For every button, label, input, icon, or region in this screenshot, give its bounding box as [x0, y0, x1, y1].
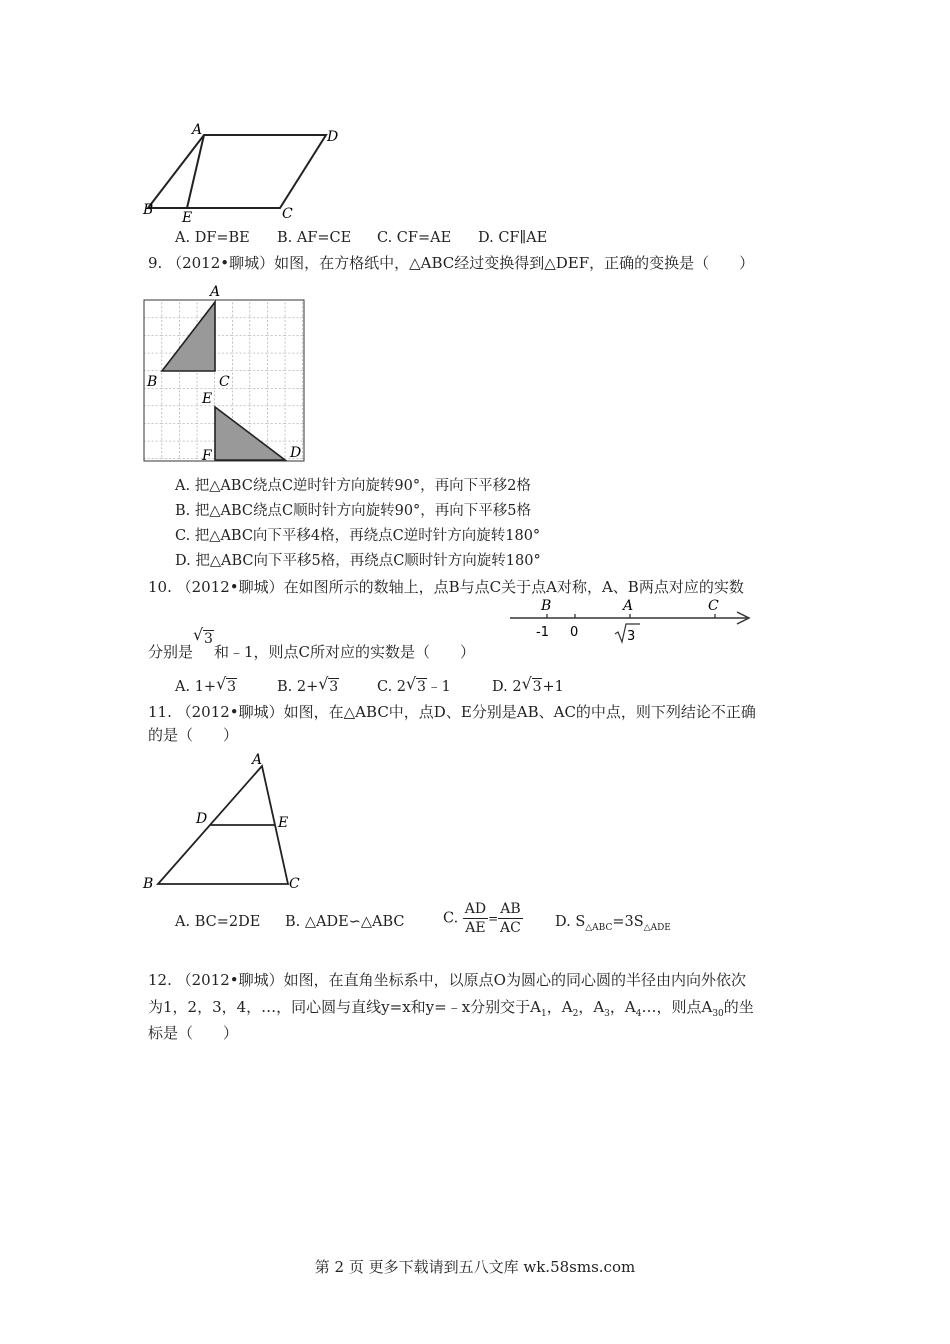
q11-opt-d-sub2: △ADE — [643, 922, 671, 933]
q9-label-c: C — [219, 374, 230, 390]
q9-stem: 9. （2012•聊城）如图，在方格纸中，△ABC经过变换得到△DEF，正确的变换是（ ） — [148, 254, 755, 272]
q12-l2-s2: 2 — [572, 1009, 579, 1019]
q12-l2-c4: …，则点A — [641, 998, 713, 1016]
q8-option-b: B. AF=CE — [277, 230, 352, 246]
q11-label-e: E — [278, 815, 289, 831]
q9-label-b: B — [147, 374, 158, 390]
q12-line2 — [148, 997, 754, 1024]
q12-l2-pre: 为1，2，3，4，…，同心圆与直线y=x和y=﹣x分别交于A — [148, 998, 542, 1016]
q10-opt-a-sqrt: √ 3 — [216, 674, 236, 695]
q10-option-c — [377, 674, 451, 697]
q12-line1: 12. （2012•聊城）如图，在直角坐标系中，以原点O为圆心的同心圆的半径由内向外依次 — [148, 971, 746, 989]
q12-l2-c1: ，A — [546, 998, 573, 1016]
q12-l2-s4: 4 — [635, 1009, 642, 1019]
q10-opt-a-rad: 3 — [227, 679, 236, 695]
q10-tick-neg1: -1 — [536, 625, 549, 640]
q10-opt-d-sqrt: √ 3 — [521, 674, 542, 695]
q9-label-d: D — [290, 445, 302, 461]
q11-opt-d-pre: D. S — [555, 914, 586, 930]
q10-sqrt: √ 3 — [193, 625, 213, 647]
q10-opt-c-label: C. 2 — [377, 679, 407, 695]
q11-opt-c-num2: AB — [500, 901, 521, 917]
q11-opt-c-label: C. — [443, 910, 459, 927]
q10-opt-b-rad: 3 — [329, 679, 339, 695]
q12-l2-s3: 3 — [604, 1009, 610, 1019]
q10-label-a: A — [623, 598, 634, 614]
q9-label-f: F — [202, 448, 212, 464]
q8-label-e: E — [182, 210, 193, 226]
q12-l2-s30: 30 — [712, 1009, 724, 1019]
q9-grid-figure — [140, 282, 315, 464]
q9-option-b: B. 把△ABC绕点C顺时针方向旋转90°，再向下平移5格 — [175, 503, 532, 519]
q10-sqrt-radicand: 3 — [204, 631, 213, 647]
q9-option-c: C. 把△ABC向下平移4格，再绕点C逆时针方向旋转180° — [175, 528, 541, 544]
q11-opt-d-mid: =3S — [612, 914, 644, 930]
q8-label-a: A — [192, 122, 203, 138]
q8-option-c: C. CF=AE — [377, 230, 452, 246]
q10-tick-sqrt3: 3 — [627, 629, 636, 644]
q8-option-a: A. DF=BE — [175, 230, 250, 246]
q11-triangle-figure — [140, 748, 315, 893]
q10-stem-post: 和﹣1，则点C所对应的实数是（ ） — [213, 643, 475, 661]
q10-opt-b-label: B. 2+ — [277, 679, 319, 695]
q10-opt-b-sqrt: √ 3 — [318, 674, 339, 695]
q10-stem-line1: 10. （2012•聊城）在如图所示的数轴上，点B与点C关于点A对称，A、B两点对应的实数 — [148, 578, 744, 596]
q10-option-b — [277, 674, 339, 697]
q11-option-d — [555, 912, 671, 938]
q10-label-b: B — [541, 598, 552, 614]
q10-tick-0: 0 — [570, 625, 579, 640]
q11-opt-c-den1: AE — [465, 920, 486, 936]
q11-stem-line1: 11. （2012•聊城）如图，在△ABC中，点D、E分别是AB、AC的中点，则下列结论不正确 — [148, 703, 756, 721]
q10-opt-d-label: D. 2 — [492, 679, 522, 695]
q12-line3: 标是（ ） — [148, 1024, 239, 1042]
page-footer: 第 2 页 更多下载请到五八文库 wk.58sms.com — [314, 1258, 636, 1276]
q9-option-a: A. 把△ABC绕点C逆时针方向旋转90°，再向下平移2格 — [175, 478, 531, 494]
q11-option-c — [443, 900, 523, 937]
q11-opt-c-num1: AD — [464, 901, 487, 917]
q10-label-c: C — [708, 598, 719, 614]
q11-option-a: A. BC=2DE — [175, 914, 261, 930]
q11-option-b: B. △ADE∽△ABC — [285, 914, 405, 930]
q8-label-b: B — [143, 202, 154, 218]
q9-label-e: E — [202, 391, 213, 407]
q10-opt-c-rad: 3 — [417, 679, 426, 695]
q10-number-line — [505, 592, 760, 648]
q8-label-d: D — [327, 129, 339, 145]
q11-opt-d-sub1: △ABC — [585, 922, 613, 933]
q10-opt-c-post: ﹣1 — [426, 679, 451, 695]
q10-opt-c-sqrt: √ 3 — [406, 674, 426, 695]
q11-opt-c-frac2 — [498, 900, 522, 937]
q11-label-a: A — [252, 752, 263, 768]
q11-label-c: C — [289, 876, 300, 892]
q8-option-d: D. CF∥AE — [478, 230, 548, 246]
q12-l2-c3: ，A — [609, 998, 636, 1016]
q12-l2-c2: ，A — [578, 998, 605, 1016]
q10-opt-d-post: +1 — [542, 679, 564, 695]
q10-stem-line2 — [148, 625, 475, 663]
q11-stem-line2: 的是（ ） — [148, 726, 239, 744]
q11-opt-c-eq: = — [488, 911, 499, 926]
q10-option-a — [175, 674, 237, 697]
q9-label-a: A — [210, 284, 221, 300]
q11-opt-c-den2: AC — [499, 920, 521, 936]
q8-label-c: C — [282, 206, 293, 222]
q10-opt-a-label: A. 1+ — [175, 679, 217, 695]
q11-label-b: B — [143, 876, 154, 892]
q11-label-d: D — [196, 811, 208, 827]
q9-option-d: D. 把△ABC向下平移5格，再绕点C顺时针方向旋转180° — [175, 553, 541, 569]
q12-l2-post: 的坐 — [723, 998, 754, 1016]
q10-opt-d-rad: 3 — [532, 679, 542, 695]
q10-option-d — [492, 674, 564, 697]
q10-stem-pre: 分别是 — [148, 643, 194, 661]
q8-parallelogram-figure — [140, 118, 370, 228]
q12-l2-s1: 1 — [541, 1009, 547, 1019]
q11-opt-c-frac1 — [463, 900, 488, 937]
